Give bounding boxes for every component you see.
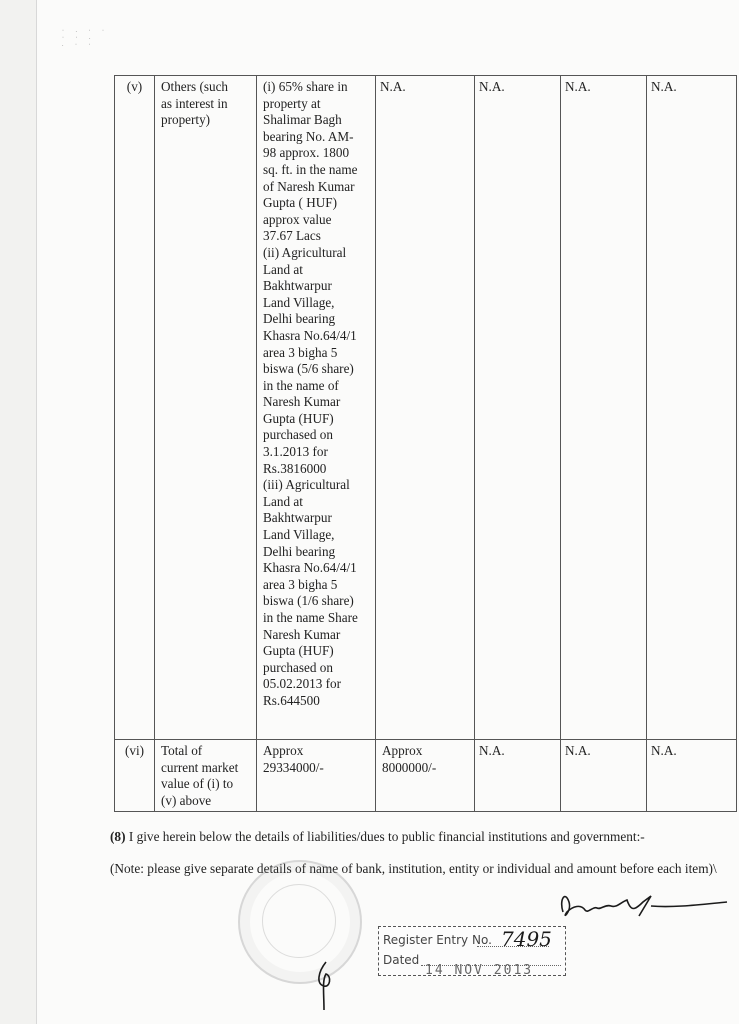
register-label: Register Entry No.	[383, 933, 492, 947]
assets-table	[114, 75, 737, 812]
section-text: I give herein below the details of liabilities/dues to public financial institutions and government:-	[125, 829, 645, 844]
dated-label: Dated	[383, 953, 420, 967]
scan-specks: · . · · · · . . · ·	[62, 28, 109, 48]
asset-details: (i) 65% share in property at Shalimar Bagh bearing No. AM- 98 approx. 1800 sq. ft. in the name of Naresh Kumar Gupta ( HUF) approx value 37.67 Lacs (ii) Agricultural Land at Bakhtwarpur Land Village, Delhi bearing Khasra No.64/4/1 area 3 bigha 5 biswa (5/6 share) in the name of Naresh Kumar Gupta (HUF) purchased on 3.1.2013 for Rs.3816000 (iii) Agricultural Land at Bakhtwarpur Land Village, Delhi bearing Khasra No.64/4/1 area 3 bigha 5 biswa (1/6 share) in the name Share Naresh Kumar Gupta (HUF) purchased on 05.02.2013 for Rs.644500	[257, 76, 376, 740]
signature	[555, 882, 730, 932]
faded-seal	[238, 860, 362, 984]
section-number: (8)	[110, 829, 126, 844]
value-cell: N.A.	[561, 740, 647, 812]
table-row-v	[115, 76, 737, 740]
value-cell: N.A.	[647, 740, 737, 812]
value-cell: N.A.	[561, 76, 647, 740]
stamp-date: 14 NOV 2013	[425, 963, 534, 978]
total-value-self: Approx 29334000/-	[257, 740, 376, 812]
section-8-heading	[110, 828, 732, 846]
total-value-spouse: Approx 8000000/-	[376, 740, 475, 812]
item-description: Others (such as interest in property)	[155, 76, 257, 740]
value-cell: N.A.	[647, 76, 737, 740]
value-cell: N.A.	[475, 740, 561, 812]
section-8-note: (Note: please give separate details of name of bank, institution, entity or individual and amount before each item)\	[110, 861, 717, 876]
value-cell: N.A.	[475, 76, 561, 740]
value-cell: N.A.	[376, 76, 475, 740]
initial-signature	[312, 958, 336, 1014]
item-description: Total of current market value of (i) to (v) above	[155, 740, 257, 812]
row-number: (vi)	[115, 740, 155, 812]
table-row-vi	[115, 740, 737, 812]
register-entry-stamp	[378, 926, 566, 976]
register-number: 7495	[501, 927, 552, 951]
row-number: (v)	[115, 76, 155, 740]
seal-inner-ring	[262, 884, 336, 958]
